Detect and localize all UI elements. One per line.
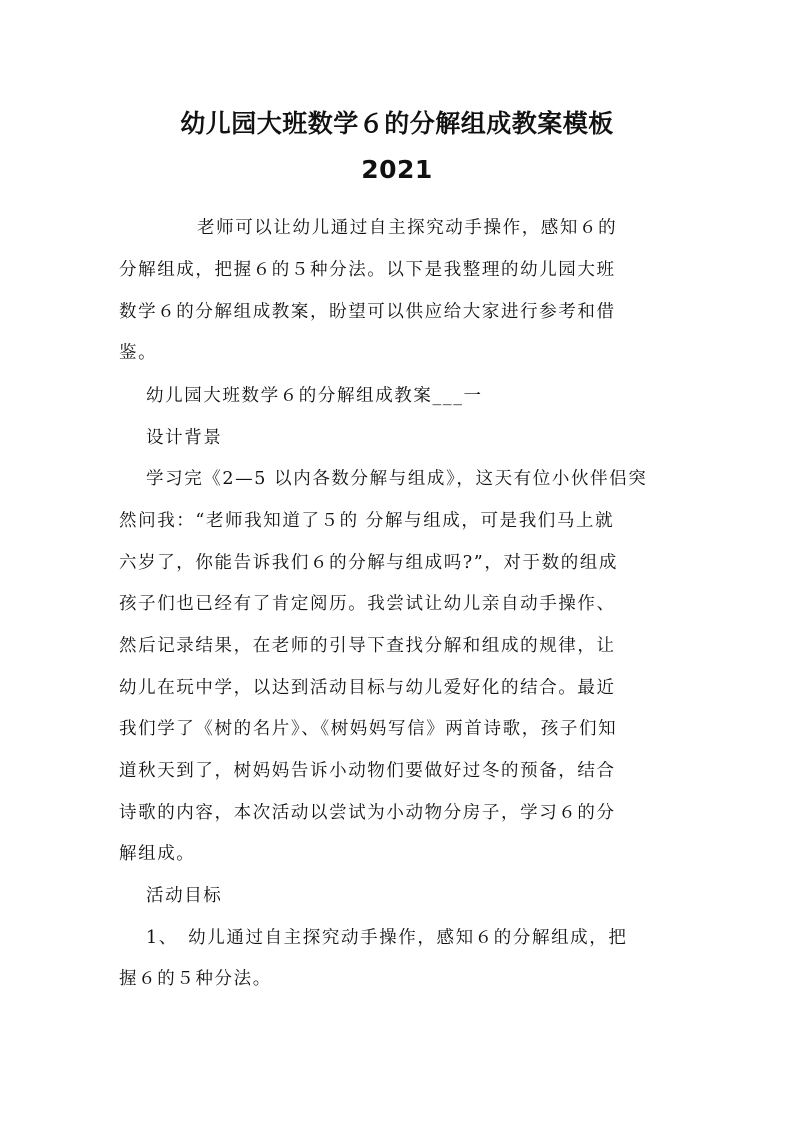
goals-heading: 活动目标 [146,886,223,906]
background-line: 孩子们也已经有了肯定阅历。我尝试让幼儿亲自动手操作、 [119,594,616,614]
goal-line: 1、 幼儿通过自主探究动手操作，感知６的分解组成，把 [146,928,628,948]
background-line: 我们学了《树的名片》、《树妈妈写信》两首诗歌，孩子们知 [119,719,618,739]
intro-line: 鉴。 [119,343,158,363]
background-heading: 设计背景 [146,428,223,448]
background-line: 然问我：“老师我知道了５的 分解与组成，可是我们马上就 [119,511,615,531]
document-title: 幼儿园大班数学６的分解组成教案模板 [180,109,614,138]
background-line: 幼儿在玩中学，以达到活动目标与幼儿爱好化的结合。最近 [119,678,616,698]
background-line: 道秋天到了，树妈妈告诉小动物们要做好过冬的预备，结合 [119,761,616,781]
section-title: 幼儿园大班数学６的分解组成教案___一 [146,386,483,406]
intro-line: 数学６的分解组成教案，盼望可以供应给大家进行参考和借 [119,302,616,322]
goal-line: 握６的５种分法。 [119,969,272,989]
intro-line: 老师可以让幼儿通过自主探究动手操作，感知６的 [197,218,618,238]
background-line: 然后记录结果，在老师的引导下查找分解和组成的规律，让 [119,636,616,656]
background-line: 解组成。 [119,844,196,864]
intro-line: 分解组成，把握６的５种分法。以下是我整理的幼儿园大班 [119,260,616,280]
background-line: 六岁了，你能告诉我们６的分解与组成吗?”，对于数的组成 [119,553,619,573]
background-line: 学习完《2—5 以内各数分解与组成》，这天有位小伙伴侣突 [146,469,648,489]
document-title-year: 2021 [361,155,433,184]
background-line: 诗歌的内容，本次活动以尝试为小动物分房子，学习６的分 [119,803,616,823]
